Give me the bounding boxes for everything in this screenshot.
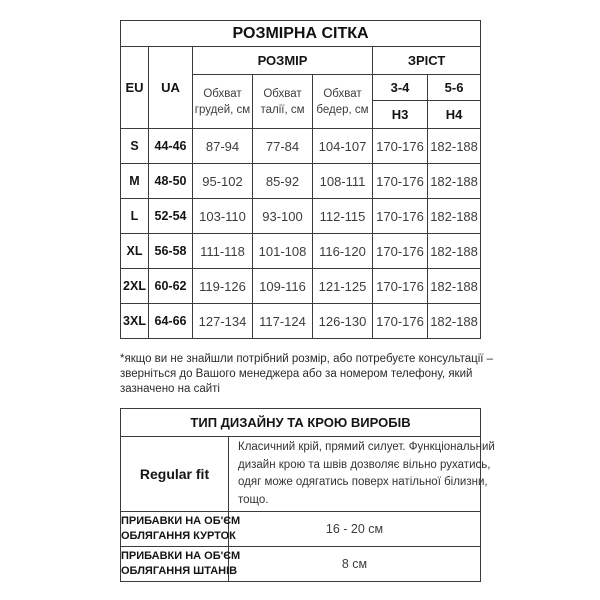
footnote-line3: зазначено на сайті xyxy=(120,383,220,395)
cell-chest: 103-110 xyxy=(193,199,253,234)
regular-fit-desc-line2: дизайн крою та швів дозволяє вільно рухатись, xyxy=(238,458,491,471)
cell-ua: 60-62 xyxy=(149,269,193,304)
size-row-s xyxy=(121,129,481,164)
cell-hips: 126-130 xyxy=(313,304,373,339)
size-table xyxy=(120,20,481,339)
cell-eu: S xyxy=(121,129,149,164)
cell-waist: 85-92 xyxy=(253,164,313,199)
regular-fit-desc-line4: тощо. xyxy=(238,493,269,506)
header-height-age-1: 3-4 xyxy=(373,75,428,101)
pants-allowance-value: 8 см xyxy=(229,547,481,582)
cell-hips: 121-125 xyxy=(313,269,373,304)
regular-fit-desc-line3: одяг може одягатись поверх натільної білизни, xyxy=(238,476,488,488)
size-chart-sheet xyxy=(120,0,495,582)
size-row-m xyxy=(121,164,481,199)
cell-eu: 2XL xyxy=(121,269,149,304)
cell-height2: 182-188 xyxy=(428,199,481,234)
cell-eu: 3XL xyxy=(121,304,149,339)
header-waist-line1: Обхват xyxy=(263,87,302,100)
cell-ua: 52-54 xyxy=(149,199,193,234)
header-waist xyxy=(253,75,313,129)
size-table-group-row xyxy=(121,47,481,75)
size-row-l xyxy=(121,199,481,234)
cell-chest: 127-134 xyxy=(193,304,253,339)
cell-height2: 182-188 xyxy=(428,234,481,269)
cell-waist: 101-108 xyxy=(253,234,313,269)
cell-ua: 44-46 xyxy=(149,129,193,164)
cell-eu: M xyxy=(121,164,149,199)
cell-hips: 116-120 xyxy=(313,234,373,269)
cell-ua: 64-66 xyxy=(149,304,193,339)
footnote-line2: зверніться до Вашого менеджера або за номером телефону, який xyxy=(120,368,473,380)
cell-ua: 56-58 xyxy=(149,234,193,269)
cell-waist: 117-124 xyxy=(253,304,313,339)
cell-eu: L xyxy=(121,199,149,234)
jackets-allowance-label xyxy=(121,512,241,547)
cell-chest: 95-102 xyxy=(193,164,253,199)
jackets-allowance-value: 16 - 20 см xyxy=(229,512,481,547)
header-hips-line1: Обхват xyxy=(323,87,362,100)
cell-height1: 170-176 xyxy=(373,269,428,304)
size-row-3xl xyxy=(121,304,481,339)
header-size-group: РОЗМІР xyxy=(193,47,373,75)
fit-table-title: ТИП ДИЗАЙНУ ТА КРОЮ ВИРОБІВ xyxy=(121,409,481,437)
cell-height2: 182-188 xyxy=(428,269,481,304)
regular-fit-label: Regular fit xyxy=(121,437,229,512)
footnote-line1: *якщо ви не знайшли потрібний розмір, або потребуєте консультації – xyxy=(120,353,494,365)
size-row-2xl xyxy=(121,269,481,304)
cell-eu: XL xyxy=(121,234,149,269)
header-waist-line2: талії, см xyxy=(260,103,305,116)
pants-label-line2: ОБЛЯГАННЯ ШТАНІВ xyxy=(121,565,238,577)
regular-fit-description xyxy=(229,437,495,512)
consultation-footnote xyxy=(120,352,494,397)
cell-hips: 108-111 xyxy=(313,164,373,199)
header-height-group: ЗРІСТ xyxy=(373,47,481,75)
header-hips xyxy=(313,75,373,129)
cell-height1: 170-176 xyxy=(373,234,428,269)
jackets-allowance-row xyxy=(121,512,481,547)
cell-ua: 48-50 xyxy=(149,164,193,199)
size-row-xl xyxy=(121,234,481,269)
size-table-title: РОЗМІРНА СІТКА xyxy=(121,21,481,47)
regular-fit-row xyxy=(121,437,481,512)
header-height-code-2: Н4 xyxy=(428,101,481,129)
size-table-title-row xyxy=(121,21,481,47)
cell-height1: 170-176 xyxy=(373,129,428,164)
cell-waist: 77-84 xyxy=(253,129,313,164)
pants-allowance-label xyxy=(121,547,241,582)
jackets-label-line2: ОБЛЯГАННЯ КУРТОК xyxy=(121,530,236,542)
jackets-label-line1: ПРИБАВКИ НА ОБ'ЄМ xyxy=(121,515,241,527)
header-ua: UA xyxy=(149,47,193,129)
header-eu: EU xyxy=(121,47,149,129)
header-chest-line1: Обхват xyxy=(203,87,242,100)
header-chest xyxy=(193,75,253,129)
regular-fit-desc-line1: Класичний крій, прямий силует. Функціональний xyxy=(238,441,495,453)
fit-table xyxy=(120,408,495,582)
cell-height1: 170-176 xyxy=(373,304,428,339)
header-chest-line2: грудей, см xyxy=(194,103,251,116)
header-hips-line2: бедер, см xyxy=(316,103,369,116)
cell-chest: 87-94 xyxy=(193,129,253,164)
cell-hips: 104-107 xyxy=(313,129,373,164)
cell-height1: 170-176 xyxy=(373,164,428,199)
cell-height1: 170-176 xyxy=(373,199,428,234)
pants-allowance-row xyxy=(121,547,481,582)
header-height-age-2: 5-6 xyxy=(428,75,481,101)
cell-height2: 182-188 xyxy=(428,304,481,339)
header-height-code-1: Н3 xyxy=(373,101,428,129)
cell-height2: 182-188 xyxy=(428,129,481,164)
cell-waist: 109-116 xyxy=(253,269,313,304)
fit-table-title-row xyxy=(121,409,481,437)
cell-height2: 182-188 xyxy=(428,164,481,199)
cell-chest: 111-118 xyxy=(193,234,253,269)
cell-chest: 119-126 xyxy=(193,269,253,304)
cell-waist: 93-100 xyxy=(253,199,313,234)
cell-hips: 112-115 xyxy=(313,199,373,234)
pants-label-line1: ПРИБАВКИ НА ОБ'ЄМ xyxy=(121,550,241,562)
